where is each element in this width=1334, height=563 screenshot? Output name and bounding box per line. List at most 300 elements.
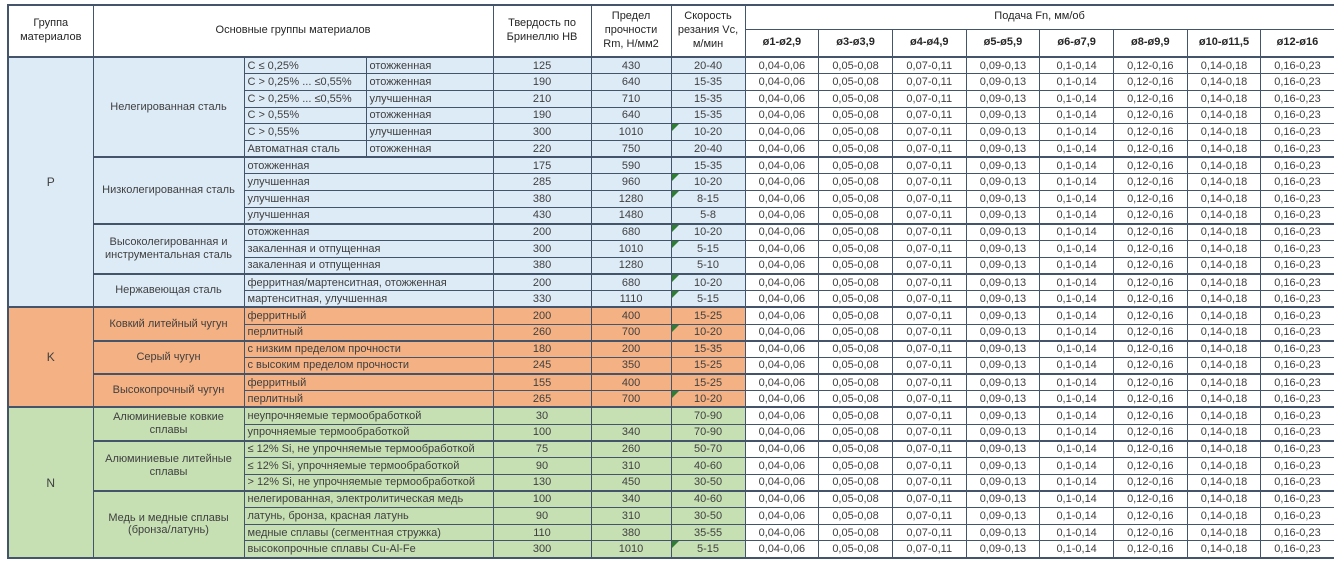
cell-strength[interactable]: 310: [591, 508, 671, 525]
cell-feed[interactable]: 0,16-0,23: [1261, 257, 1334, 274]
cell-detail[interactable]: C > 0,25% ... ≤0,55%: [244, 90, 366, 107]
header-main-groups[interactable]: Основные группы материалов: [93, 5, 493, 57]
cell-strength[interactable]: 960: [591, 174, 671, 191]
cell-feed[interactable]: 0,09-0,13: [966, 57, 1040, 74]
cell-feed[interactable]: 0,12-0,16: [1113, 524, 1187, 541]
cell-feed[interactable]: 0,09-0,13: [966, 458, 1040, 475]
cell-feed[interactable]: 0,16-0,23: [1261, 191, 1334, 208]
cell-feed[interactable]: 0,09-0,13: [966, 224, 1040, 241]
cell-strength[interactable]: 380: [591, 524, 671, 541]
cell-strength[interactable]: 680: [591, 224, 671, 241]
cell-detail[interactable]: ферритная/мартенситная, отожженная: [244, 274, 493, 291]
cell-feed[interactable]: 0,14-0,18: [1187, 357, 1261, 374]
cell-state[interactable]: улучшенная: [366, 124, 493, 141]
cell-feed[interactable]: 0,05-0,08: [819, 57, 893, 74]
cell-feed[interactable]: 0,1-0,14: [1040, 508, 1114, 525]
cell-speed[interactable]: 15-25: [671, 307, 745, 324]
cell-detail[interactable]: улучшенная: [244, 191, 493, 208]
cell-speed[interactable]: 5-10: [671, 257, 745, 274]
cell-feed[interactable]: 0,05-0,08: [819, 508, 893, 525]
cell-feed[interactable]: 0,16-0,23: [1261, 224, 1334, 241]
cell-detail[interactable]: Автоматная сталь: [244, 140, 366, 157]
cell-detail[interactable]: закаленная и отпущенная: [244, 241, 493, 258]
cell-feed[interactable]: 0,16-0,23: [1261, 508, 1334, 525]
cell-feed[interactable]: 0,14-0,18: [1187, 107, 1261, 124]
cell-feed[interactable]: 0,1-0,14: [1040, 274, 1114, 291]
cell-feed[interactable]: 0,16-0,23: [1261, 241, 1334, 258]
cell-feed[interactable]: 0,09-0,13: [966, 307, 1040, 324]
cell-feed[interactable]: 0,14-0,18: [1187, 191, 1261, 208]
cell-feed[interactable]: 0,07-0,11: [892, 107, 966, 124]
cell-feed[interactable]: 0,09-0,13: [966, 441, 1040, 458]
cell-feed[interactable]: 0,05-0,08: [819, 424, 893, 441]
cell-detail[interactable]: улучшенная: [244, 174, 493, 191]
cell-feed[interactable]: 0,1-0,14: [1040, 407, 1114, 424]
cell-feed[interactable]: 0,04-0,06: [745, 174, 819, 191]
cell-detail[interactable]: C ≤ 0,25%: [244, 57, 366, 74]
cell-feed[interactable]: 0,14-0,18: [1187, 74, 1261, 91]
cell-feed[interactable]: 0,09-0,13: [966, 374, 1040, 391]
header-feed-diameter[interactable]: ø12-ø16: [1261, 29, 1334, 57]
cell-feed[interactable]: 0,16-0,23: [1261, 107, 1334, 124]
cell-feed[interactable]: 0,1-0,14: [1040, 224, 1114, 241]
cell-feed[interactable]: 0,12-0,16: [1113, 541, 1187, 558]
cell-feed[interactable]: 0,16-0,23: [1261, 341, 1334, 358]
cell-feed[interactable]: 0,16-0,23: [1261, 441, 1334, 458]
cell-feed[interactable]: 0,14-0,18: [1187, 441, 1261, 458]
cell-detail[interactable]: отожженная: [244, 224, 493, 241]
cell-feed[interactable]: 0,1-0,14: [1040, 191, 1114, 208]
cell-speed[interactable]: 15-35: [671, 90, 745, 107]
cell-feed[interactable]: 0,09-0,13: [966, 274, 1040, 291]
cell-speed[interactable]: 15-35: [671, 341, 745, 358]
cell-feed[interactable]: 0,05-0,08: [819, 257, 893, 274]
cell-state[interactable]: отожженная: [366, 57, 493, 74]
cell-feed[interactable]: 0,07-0,11: [892, 491, 966, 508]
cell-feed[interactable]: 0,1-0,14: [1040, 474, 1114, 491]
cell-hardness[interactable]: 75: [493, 441, 591, 458]
cell-speed[interactable]: 30-50: [671, 508, 745, 525]
cell-feed[interactable]: 0,12-0,16: [1113, 291, 1187, 308]
cell-feed[interactable]: 0,04-0,06: [745, 140, 819, 157]
cell-feed[interactable]: 0,1-0,14: [1040, 307, 1114, 324]
cell-hardness[interactable]: 180: [493, 341, 591, 358]
cell-feed[interactable]: 0,04-0,06: [745, 207, 819, 224]
cell-feed[interactable]: 0,09-0,13: [966, 324, 1040, 341]
cell-feed[interactable]: 0,14-0,18: [1187, 307, 1261, 324]
cell-feed[interactable]: 0,05-0,08: [819, 407, 893, 424]
cell-speed[interactable]: 15-25: [671, 374, 745, 391]
cell-feed[interactable]: 0,05-0,08: [819, 107, 893, 124]
cell-hardness[interactable]: 380: [493, 191, 591, 208]
cell-feed[interactable]: 0,07-0,11: [892, 224, 966, 241]
cell-state[interactable]: отожженная: [366, 107, 493, 124]
cell-strength[interactable]: 260: [591, 441, 671, 458]
cell-feed[interactable]: 0,05-0,08: [819, 241, 893, 258]
cell-strength[interactable]: 340: [591, 491, 671, 508]
cell-hardness[interactable]: 175: [493, 157, 591, 174]
cell-speed[interactable]: 10-20: [671, 124, 745, 141]
cell-feed[interactable]: 0,05-0,08: [819, 140, 893, 157]
cell-speed[interactable]: 40-60: [671, 458, 745, 475]
cell-feed[interactable]: 0,12-0,16: [1113, 491, 1187, 508]
cell-hardness[interactable]: 200: [493, 224, 591, 241]
cell-hardness[interactable]: 220: [493, 140, 591, 157]
cell-detail[interactable]: улучшенная: [244, 207, 493, 224]
cell-feed[interactable]: 0,09-0,13: [966, 124, 1040, 141]
cell-feed[interactable]: 0,09-0,13: [966, 508, 1040, 525]
cell-feed[interactable]: 0,07-0,11: [892, 341, 966, 358]
cell-feed[interactable]: 0,16-0,23: [1261, 491, 1334, 508]
cell-speed[interactable]: 35-55: [671, 524, 745, 541]
cell-feed[interactable]: 0,12-0,16: [1113, 241, 1187, 258]
cell-feed[interactable]: 0,12-0,16: [1113, 324, 1187, 341]
cell-detail[interactable]: C > 0,25% ... ≤0,55%: [244, 74, 366, 91]
cell-strength[interactable]: 1010: [591, 241, 671, 258]
cell-feed[interactable]: 0,04-0,06: [745, 124, 819, 141]
cell-hardness[interactable]: 300: [493, 124, 591, 141]
cell-strength[interactable]: 1010: [591, 541, 671, 558]
cell-strength[interactable]: 1010: [591, 124, 671, 141]
cell-feed[interactable]: 0,04-0,06: [745, 357, 819, 374]
cell-feed[interactable]: 0,12-0,16: [1113, 257, 1187, 274]
cell-feed[interactable]: 0,12-0,16: [1113, 407, 1187, 424]
cell-feed[interactable]: 0,14-0,18: [1187, 541, 1261, 558]
cell-state[interactable]: улучшенная: [366, 90, 493, 107]
cell-hardness[interactable]: 260: [493, 324, 591, 341]
cell-feed[interactable]: 0,05-0,08: [819, 224, 893, 241]
cell-feed[interactable]: 0,12-0,16: [1113, 157, 1187, 174]
cell-strength[interactable]: 1110: [591, 291, 671, 308]
cell-strength[interactable]: 640: [591, 107, 671, 124]
cell-feed[interactable]: 0,1-0,14: [1040, 458, 1114, 475]
cell-feed[interactable]: 0,04-0,06: [745, 107, 819, 124]
cell-group-name[interactable]: Высоколегированная и инструментальная сталь: [93, 224, 244, 274]
cell-group-name[interactable]: Ковкий литейный чугун: [93, 307, 244, 340]
cell-feed[interactable]: 0,09-0,13: [966, 107, 1040, 124]
cell-feed[interactable]: 0,09-0,13: [966, 491, 1040, 508]
cell-group-name[interactable]: Алюминиевые литейные сплавы: [93, 441, 244, 491]
cell-feed[interactable]: 0,05-0,08: [819, 524, 893, 541]
cell-speed[interactable]: 5-15: [671, 241, 745, 258]
cell-feed[interactable]: 0,04-0,06: [745, 491, 819, 508]
cell-speed[interactable]: 70-90: [671, 424, 745, 441]
cell-speed[interactable]: 10-20: [671, 324, 745, 341]
cell-section-code[interactable]: P: [8, 57, 93, 307]
cell-feed[interactable]: 0,12-0,16: [1113, 458, 1187, 475]
cell-group-name[interactable]: Медь и медные сплавы (бронза/латунь): [93, 491, 244, 558]
cell-speed[interactable]: 10-20: [671, 391, 745, 408]
cell-hardness[interactable]: 285: [493, 174, 591, 191]
cell-state[interactable]: отожженная: [366, 140, 493, 157]
cell-feed[interactable]: 0,05-0,08: [819, 491, 893, 508]
cell-feed[interactable]: 0,14-0,18: [1187, 324, 1261, 341]
cell-feed[interactable]: 0,09-0,13: [966, 541, 1040, 558]
cell-feed[interactable]: 0,04-0,06: [745, 341, 819, 358]
cell-feed[interactable]: 0,14-0,18: [1187, 140, 1261, 157]
cell-feed[interactable]: 0,05-0,08: [819, 124, 893, 141]
cell-feed[interactable]: 0,07-0,11: [892, 291, 966, 308]
cell-feed[interactable]: 0,07-0,11: [892, 324, 966, 341]
cell-feed[interactable]: 0,04-0,06: [745, 307, 819, 324]
cell-feed[interactable]: 0,14-0,18: [1187, 374, 1261, 391]
cell-feed[interactable]: 0,1-0,14: [1040, 291, 1114, 308]
cell-feed[interactable]: 0,16-0,23: [1261, 207, 1334, 224]
cell-feed[interactable]: 0,16-0,23: [1261, 140, 1334, 157]
cell-feed[interactable]: 0,16-0,23: [1261, 407, 1334, 424]
cell-feed[interactable]: 0,07-0,11: [892, 257, 966, 274]
cell-feed[interactable]: 0,16-0,23: [1261, 474, 1334, 491]
cell-feed[interactable]: 0,1-0,14: [1040, 391, 1114, 408]
cell-hardness[interactable]: 300: [493, 541, 591, 558]
cell-feed[interactable]: 0,07-0,11: [892, 274, 966, 291]
cell-strength[interactable]: 350: [591, 357, 671, 374]
cell-feed[interactable]: 0,09-0,13: [966, 140, 1040, 157]
cell-hardness[interactable]: 130: [493, 474, 591, 491]
cell-feed[interactable]: 0,04-0,06: [745, 407, 819, 424]
cell-feed[interactable]: 0,14-0,18: [1187, 124, 1261, 141]
cell-feed[interactable]: 0,05-0,08: [819, 441, 893, 458]
header-feed-diameter[interactable]: ø5-ø5,9: [966, 29, 1040, 57]
cell-detail[interactable]: ферритный: [244, 307, 493, 324]
cell-feed[interactable]: 0,16-0,23: [1261, 324, 1334, 341]
cell-speed[interactable]: 10-20: [671, 274, 745, 291]
cell-strength[interactable]: 710: [591, 90, 671, 107]
cell-speed[interactable]: 20-40: [671, 140, 745, 157]
header-feed-diameter[interactable]: ø1-ø2,9: [745, 29, 819, 57]
cell-feed[interactable]: 0,1-0,14: [1040, 441, 1114, 458]
cell-speed[interactable]: 15-25: [671, 357, 745, 374]
cell-feed[interactable]: 0,07-0,11: [892, 374, 966, 391]
cell-group-name[interactable]: Серый чугун: [93, 341, 244, 374]
cell-feed[interactable]: 0,05-0,08: [819, 90, 893, 107]
header-strength[interactable]: Предел прочности Rm, Н/мм2: [591, 5, 671, 57]
cell-hardness[interactable]: 265: [493, 391, 591, 408]
cell-speed[interactable]: 40-60: [671, 491, 745, 508]
cell-feed[interactable]: 0,05-0,08: [819, 357, 893, 374]
cell-feed[interactable]: 0,05-0,08: [819, 541, 893, 558]
cell-feed[interactable]: 0,04-0,06: [745, 291, 819, 308]
cell-feed[interactable]: 0,09-0,13: [966, 474, 1040, 491]
cell-feed[interactable]: 0,1-0,14: [1040, 324, 1114, 341]
cell-feed[interactable]: 0,07-0,11: [892, 241, 966, 258]
cell-feed[interactable]: 0,14-0,18: [1187, 274, 1261, 291]
cell-feed[interactable]: 0,12-0,16: [1113, 424, 1187, 441]
cell-feed[interactable]: 0,16-0,23: [1261, 74, 1334, 91]
cell-feed[interactable]: 0,07-0,11: [892, 307, 966, 324]
cell-feed[interactable]: 0,12-0,16: [1113, 207, 1187, 224]
cell-feed[interactable]: 0,12-0,16: [1113, 274, 1187, 291]
cell-strength[interactable]: 1480: [591, 207, 671, 224]
cell-detail[interactable]: мартенситная, улучшенная: [244, 291, 493, 308]
cell-feed[interactable]: 0,12-0,16: [1113, 441, 1187, 458]
header-feed-diameter[interactable]: ø4-ø4,9: [892, 29, 966, 57]
cell-feed[interactable]: 0,14-0,18: [1187, 241, 1261, 258]
cell-hardness[interactable]: 330: [493, 291, 591, 308]
cell-speed[interactable]: 5-8: [671, 207, 745, 224]
cell-detail[interactable]: медные сплавы (сегментная стружка): [244, 524, 493, 541]
cell-feed[interactable]: 0,1-0,14: [1040, 74, 1114, 91]
cell-feed[interactable]: 0,1-0,14: [1040, 157, 1114, 174]
cell-hardness[interactable]: 190: [493, 74, 591, 91]
cell-feed[interactable]: 0,14-0,18: [1187, 391, 1261, 408]
cell-strength[interactable]: 400: [591, 307, 671, 324]
cell-feed[interactable]: 0,04-0,06: [745, 90, 819, 107]
cell-feed[interactable]: 0,07-0,11: [892, 157, 966, 174]
cell-speed[interactable]: 8-15: [671, 191, 745, 208]
cell-feed[interactable]: 0,04-0,06: [745, 374, 819, 391]
cell-strength[interactable]: 1280: [591, 257, 671, 274]
cell-hardness[interactable]: 90: [493, 458, 591, 475]
cell-strength[interactable]: 450: [591, 474, 671, 491]
cell-hardness[interactable]: 210: [493, 90, 591, 107]
cell-detail[interactable]: C > 0,55%: [244, 124, 366, 141]
cell-detail[interactable]: перлитный: [244, 391, 493, 408]
cell-feed[interactable]: 0,12-0,16: [1113, 90, 1187, 107]
cell-strength[interactable]: 590: [591, 157, 671, 174]
cell-feed[interactable]: 0,12-0,16: [1113, 508, 1187, 525]
cell-feed[interactable]: 0,05-0,08: [819, 374, 893, 391]
cell-strength[interactable]: [591, 407, 671, 424]
cell-strength[interactable]: 680: [591, 274, 671, 291]
cell-feed[interactable]: 0,07-0,11: [892, 90, 966, 107]
cell-group-name[interactable]: Алюминиевые ковкие сплавы: [93, 407, 244, 440]
header-feed-diameter[interactable]: ø6-ø7,9: [1040, 29, 1114, 57]
cell-feed[interactable]: 0,12-0,16: [1113, 474, 1187, 491]
cell-feed[interactable]: 0,14-0,18: [1187, 341, 1261, 358]
cell-feed[interactable]: 0,12-0,16: [1113, 341, 1187, 358]
cell-detail[interactable]: отожженная: [244, 157, 493, 174]
cell-feed[interactable]: 0,1-0,14: [1040, 341, 1114, 358]
cell-feed[interactable]: 0,12-0,16: [1113, 391, 1187, 408]
cell-feed[interactable]: 0,12-0,16: [1113, 374, 1187, 391]
cell-speed[interactable]: 15-35: [671, 157, 745, 174]
cell-detail[interactable]: латунь, бронза, красная латунь: [244, 508, 493, 525]
cell-feed[interactable]: 0,16-0,23: [1261, 274, 1334, 291]
cell-feed[interactable]: 0,07-0,11: [892, 508, 966, 525]
cell-feed[interactable]: 0,04-0,06: [745, 191, 819, 208]
cell-feed[interactable]: 0,05-0,08: [819, 174, 893, 191]
cell-hardness[interactable]: 245: [493, 357, 591, 374]
cell-feed[interactable]: 0,14-0,18: [1187, 491, 1261, 508]
cell-speed[interactable]: 30-50: [671, 474, 745, 491]
cell-feed[interactable]: 0,07-0,11: [892, 207, 966, 224]
cell-feed[interactable]: 0,14-0,18: [1187, 157, 1261, 174]
cell-feed[interactable]: 0,09-0,13: [966, 291, 1040, 308]
cell-feed[interactable]: 0,07-0,11: [892, 524, 966, 541]
cell-strength[interactable]: 700: [591, 324, 671, 341]
cell-feed[interactable]: 0,07-0,11: [892, 424, 966, 441]
cell-feed[interactable]: 0,12-0,16: [1113, 307, 1187, 324]
cell-feed[interactable]: 0,12-0,16: [1113, 357, 1187, 374]
cell-feed[interactable]: 0,1-0,14: [1040, 491, 1114, 508]
cell-feed[interactable]: 0,04-0,06: [745, 424, 819, 441]
cell-feed[interactable]: 0,14-0,18: [1187, 90, 1261, 107]
cell-detail[interactable]: > 12% Si, не упрочняемые термообработкой: [244, 474, 493, 491]
cell-group-name[interactable]: Высокопрочный чугун: [93, 374, 244, 407]
cell-feed[interactable]: 0,09-0,13: [966, 174, 1040, 191]
cell-feed[interactable]: 0,16-0,23: [1261, 307, 1334, 324]
cell-feed[interactable]: 0,12-0,16: [1113, 74, 1187, 91]
cell-feed[interactable]: 0,07-0,11: [892, 458, 966, 475]
cell-hardness[interactable]: 380: [493, 257, 591, 274]
cell-strength[interactable]: 640: [591, 74, 671, 91]
cell-feed[interactable]: 0,14-0,18: [1187, 458, 1261, 475]
cell-feed[interactable]: 0,09-0,13: [966, 407, 1040, 424]
cell-feed[interactable]: 0,07-0,11: [892, 441, 966, 458]
cell-strength[interactable]: 340: [591, 424, 671, 441]
cell-feed[interactable]: 0,14-0,18: [1187, 257, 1261, 274]
cell-feed[interactable]: 0,04-0,06: [745, 458, 819, 475]
cell-detail[interactable]: закаленная и отпущенная: [244, 257, 493, 274]
cell-feed[interactable]: 0,1-0,14: [1040, 107, 1114, 124]
cell-feed[interactable]: 0,05-0,08: [819, 74, 893, 91]
cell-feed[interactable]: 0,09-0,13: [966, 157, 1040, 174]
cell-hardness[interactable]: 190: [493, 107, 591, 124]
cell-feed[interactable]: 0,07-0,11: [892, 124, 966, 141]
cell-feed[interactable]: 0,09-0,13: [966, 424, 1040, 441]
cell-hardness[interactable]: 155: [493, 374, 591, 391]
cell-feed[interactable]: 0,12-0,16: [1113, 124, 1187, 141]
cell-feed[interactable]: 0,14-0,18: [1187, 424, 1261, 441]
cell-hardness[interactable]: 125: [493, 57, 591, 74]
cell-feed[interactable]: 0,16-0,23: [1261, 174, 1334, 191]
cell-feed[interactable]: 0,16-0,23: [1261, 458, 1334, 475]
cell-feed[interactable]: 0,07-0,11: [892, 74, 966, 91]
header-feed[interactable]: Подача Fn, мм/об: [745, 5, 1334, 29]
cell-hardness[interactable]: 100: [493, 491, 591, 508]
cell-feed[interactable]: 0,12-0,16: [1113, 191, 1187, 208]
cell-hardness[interactable]: 300: [493, 241, 591, 258]
cell-feed[interactable]: 0,09-0,13: [966, 391, 1040, 408]
cell-feed[interactable]: 0,14-0,18: [1187, 174, 1261, 191]
cell-feed[interactable]: 0,1-0,14: [1040, 257, 1114, 274]
cell-feed[interactable]: 0,05-0,08: [819, 458, 893, 475]
cell-feed[interactable]: 0,1-0,14: [1040, 424, 1114, 441]
cell-strength[interactable]: 200: [591, 341, 671, 358]
cell-feed[interactable]: 0,05-0,08: [819, 324, 893, 341]
cell-feed[interactable]: 0,16-0,23: [1261, 157, 1334, 174]
header-feed-diameter[interactable]: ø10-ø11,5: [1187, 29, 1261, 57]
cell-feed[interactable]: 0,04-0,06: [745, 474, 819, 491]
header-speed[interactable]: Скорость резания Vc, м/мин: [671, 5, 745, 57]
cell-feed[interactable]: 0,04-0,06: [745, 57, 819, 74]
cell-detail[interactable]: неупрочняемые термообработкой: [244, 407, 493, 424]
cell-detail[interactable]: высокопрочные сплавы Cu-Al-Fe: [244, 541, 493, 558]
cell-feed[interactable]: 0,07-0,11: [892, 357, 966, 374]
cell-feed[interactable]: 0,04-0,06: [745, 224, 819, 241]
cell-feed[interactable]: 0,04-0,06: [745, 257, 819, 274]
cell-feed[interactable]: 0,14-0,18: [1187, 207, 1261, 224]
cell-feed[interactable]: 0,04-0,06: [745, 74, 819, 91]
cell-speed[interactable]: 5-15: [671, 541, 745, 558]
cell-feed[interactable]: 0,07-0,11: [892, 474, 966, 491]
cell-feed[interactable]: 0,07-0,11: [892, 541, 966, 558]
cell-feed[interactable]: 0,07-0,11: [892, 174, 966, 191]
cell-hardness[interactable]: 100: [493, 424, 591, 441]
cell-feed[interactable]: 0,1-0,14: [1040, 140, 1114, 157]
cell-feed[interactable]: 0,09-0,13: [966, 524, 1040, 541]
cell-feed[interactable]: 0,05-0,08: [819, 191, 893, 208]
cell-hardness[interactable]: 200: [493, 274, 591, 291]
cell-feed[interactable]: 0,14-0,18: [1187, 291, 1261, 308]
cell-feed[interactable]: 0,12-0,16: [1113, 107, 1187, 124]
cell-feed[interactable]: 0,16-0,23: [1261, 524, 1334, 541]
cell-feed[interactable]: 0,05-0,08: [819, 341, 893, 358]
cell-strength[interactable]: 400: [591, 374, 671, 391]
cell-feed[interactable]: 0,09-0,13: [966, 90, 1040, 107]
cell-feed[interactable]: 0,04-0,06: [745, 274, 819, 291]
